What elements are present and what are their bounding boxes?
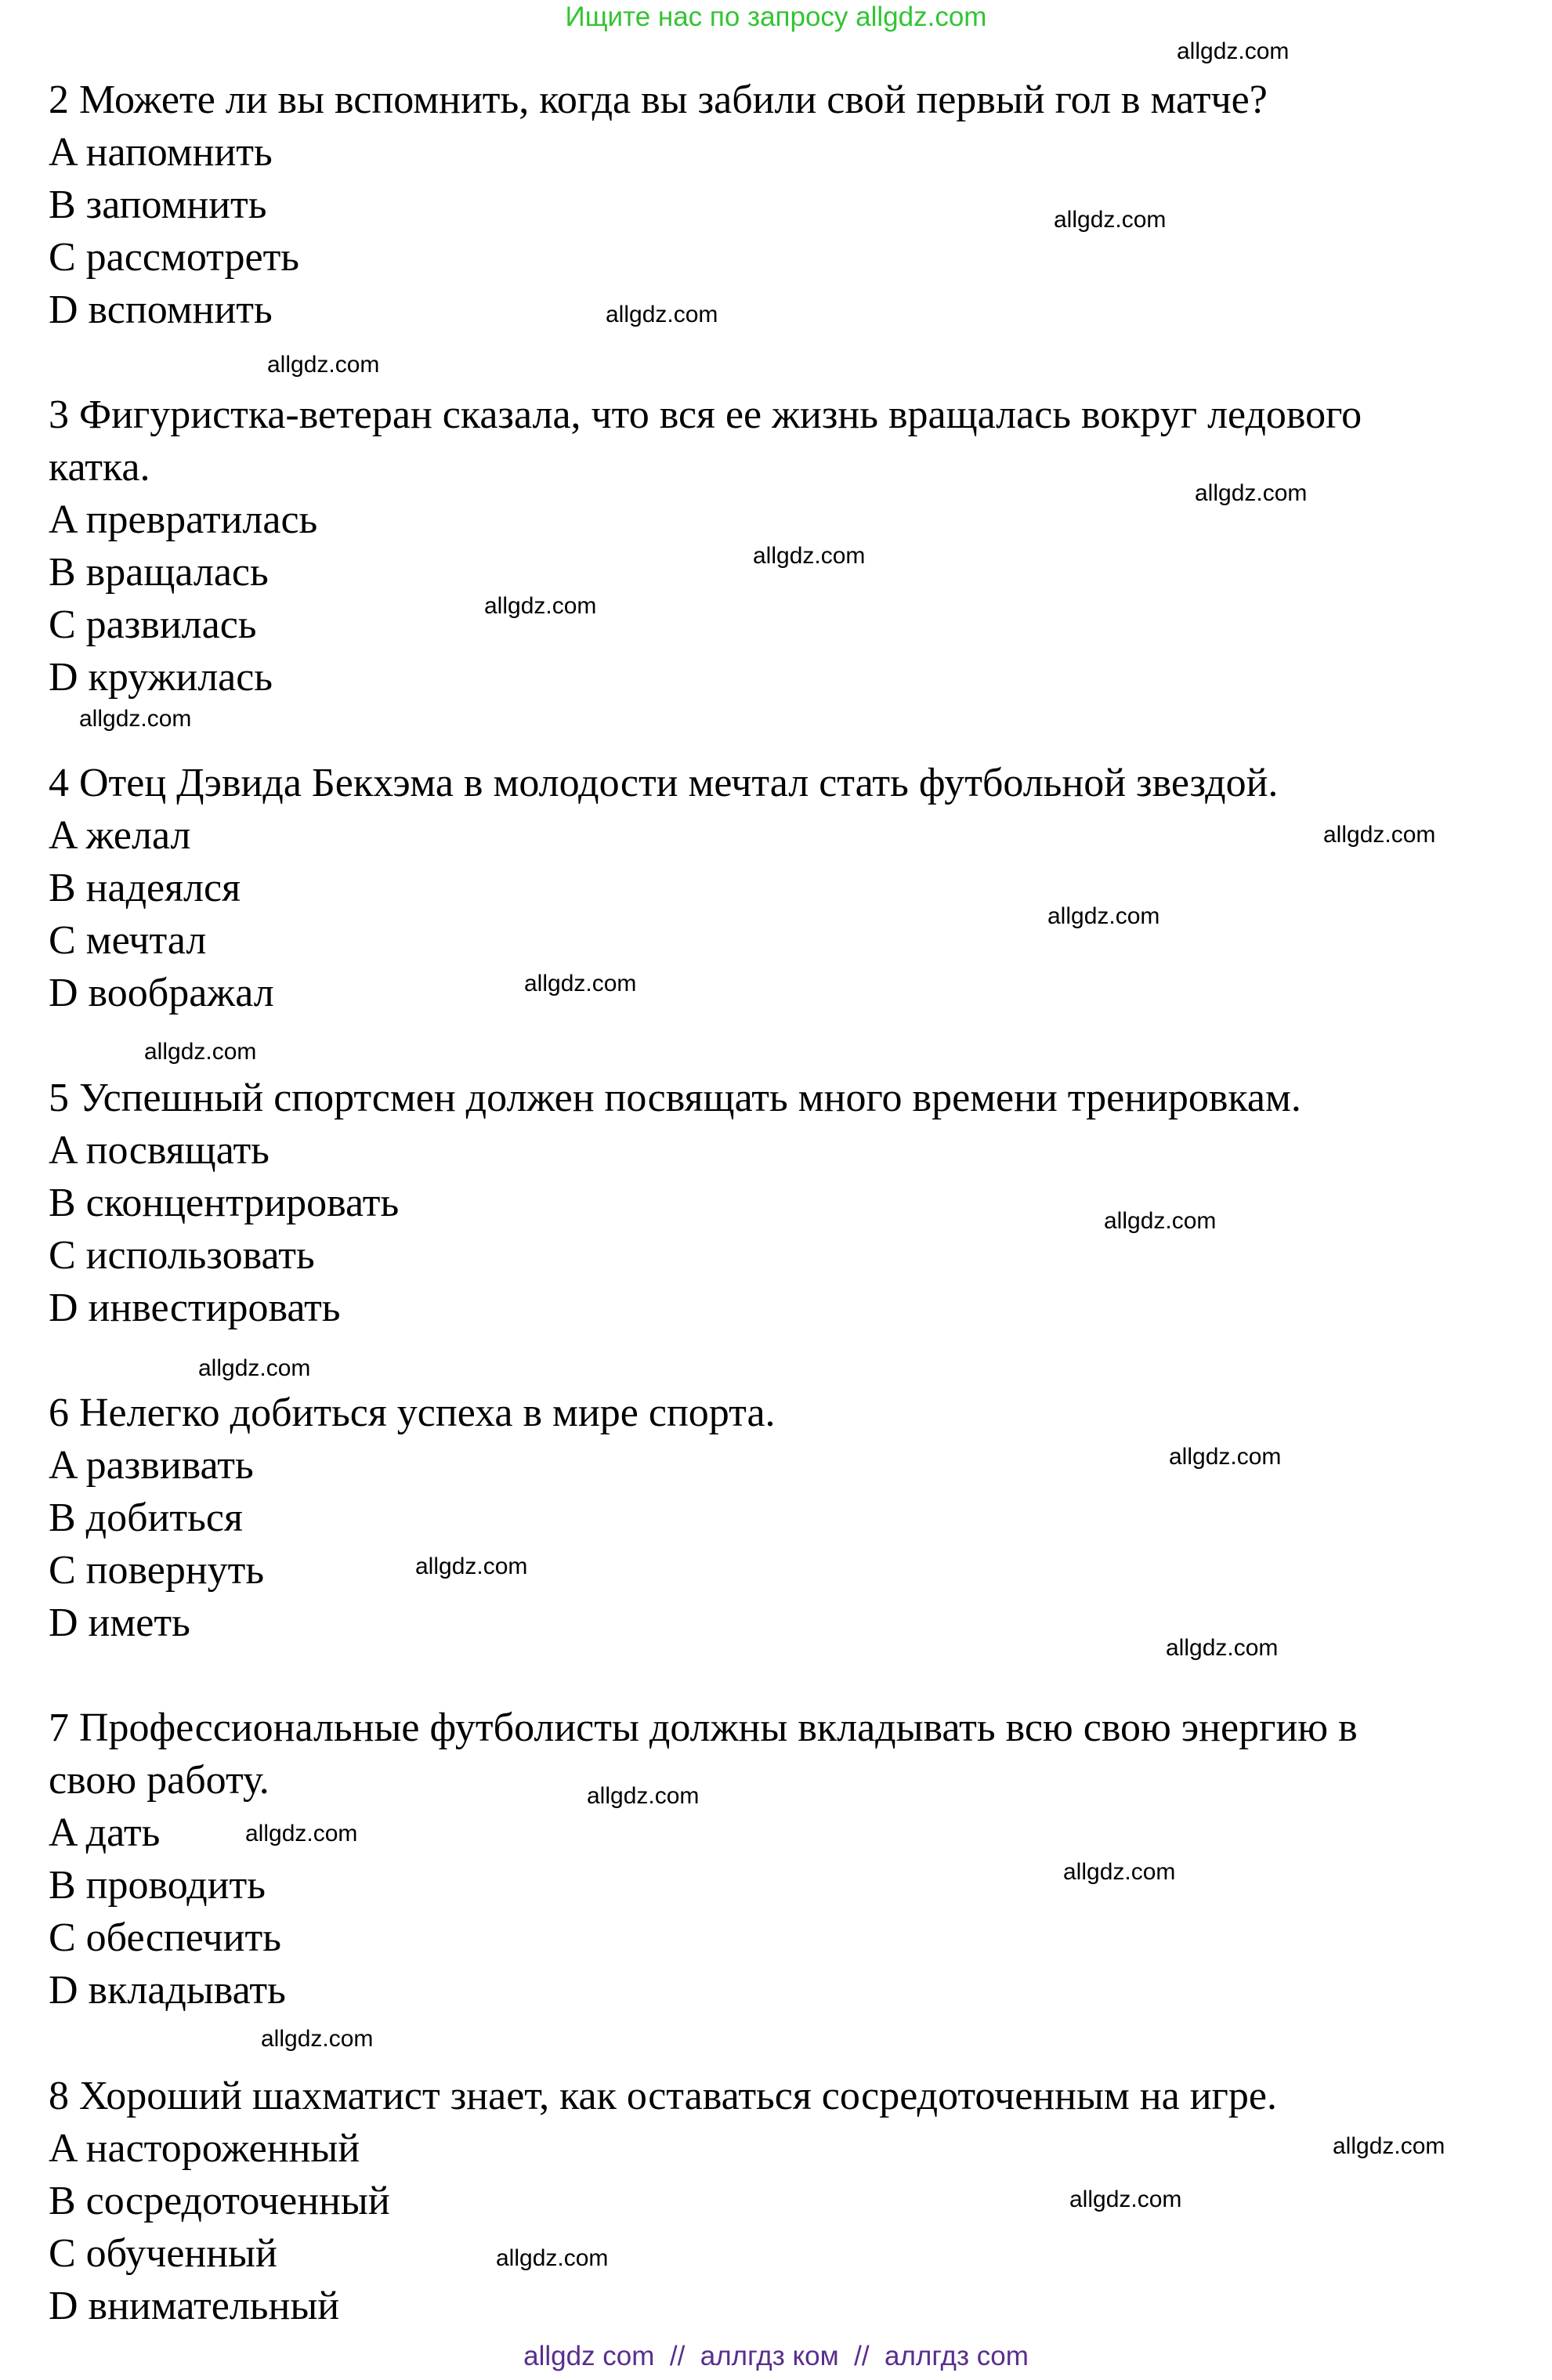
question-3-option-d: D кружилась	[49, 655, 273, 700]
watermark: allgdz.com	[1047, 903, 1160, 929]
watermark: allgdz.com	[1169, 1444, 1282, 1470]
question-4-option-d: D воображал	[49, 971, 274, 1015]
watermark: allgdz.com	[1177, 38, 1290, 64]
watermark: allgdz.com	[496, 2245, 609, 2271]
watermark: allgdz.com	[198, 1355, 311, 1381]
question-6-option-c: C повернуть	[49, 1548, 265, 1593]
watermark: allgdz.com	[79, 706, 192, 732]
question-4-option-a: A желал	[49, 813, 191, 858]
site-footer: allgdz com // аллгдз ком // аллгдз com	[523, 2341, 1029, 2371]
question-8-option-d: D внимательный	[49, 2284, 340, 2328]
question-3-option-a: A превратилась	[49, 497, 318, 542]
question-3-text-line2: катка.	[49, 445, 150, 490]
question-7-text-line1: 7 Профессиональные футболисты должны вкладывать всю свою энергию в	[49, 1705, 1358, 1750]
watermark: allgdz.com	[144, 1039, 257, 1065]
question-6-option-b: B добиться	[49, 1496, 243, 1540]
watermark: allgdz.com	[261, 2026, 374, 2052]
question-3-text-line1: 3 Фигуристка-ветеран сказала, что вся ее жизнь вращалась вокруг ледового	[49, 392, 1362, 437]
question-7-text-line2: свою работу.	[49, 1758, 270, 1803]
watermark: allgdz.com	[1069, 2186, 1182, 2212]
watermark: allgdz.com	[1166, 1635, 1279, 1661]
question-8-option-a: A настороженный	[49, 2126, 360, 2171]
question-7-option-a: A дать	[49, 1810, 161, 1855]
question-2-option-d: D вспомнить	[49, 288, 273, 332]
question-5-option-a: A посвящать	[49, 1128, 270, 1173]
question-4-text: 4 Отец Дэвида Бекхэма в молодости мечтал стать футбольной звездой.	[49, 761, 1279, 805]
question-8-option-c: C обученный	[49, 2231, 277, 2276]
watermark: allgdz.com	[484, 593, 597, 619]
question-5-option-b: B сконцентрировать	[49, 1181, 400, 1225]
question-7-option-b: B проводить	[49, 1863, 266, 1908]
site-banner: Ищите нас по запросу allgdz.com	[565, 2, 987, 32]
question-6-option-d: D иметь	[49, 1601, 190, 1645]
question-2-option-b: B запомнить	[49, 183, 267, 227]
question-2-option-c: C рассмотреть	[49, 235, 300, 280]
watermark: allgdz.com	[606, 302, 718, 327]
watermark: allgdz.com	[267, 352, 380, 378]
watermark: allgdz.com	[587, 1783, 700, 1809]
question-3-option-b: B вращалась	[49, 550, 269, 595]
question-8-text: 8 Хороший шахматист знает, как оставаться сосредоточенным на игре.	[49, 2074, 1277, 2118]
watermark: allgdz.com	[1323, 822, 1436, 848]
watermark: allgdz.com	[1195, 480, 1308, 506]
watermark: allgdz.com	[1063, 1859, 1176, 1885]
question-8-option-b: B сосредоточенный	[49, 2179, 390, 2223]
question-5-option-d: D инвестировать	[49, 1286, 341, 1330]
watermark: allgdz.com	[1333, 2133, 1445, 2159]
question-2-option-a: A напомнить	[49, 130, 273, 175]
question-5-text: 5 Успешный спортсмен должен посвящать много времени тренировкам.	[49, 1076, 1301, 1120]
watermark: allgdz.com	[524, 971, 637, 996]
question-7-option-c: C обеспечить	[49, 1915, 281, 1960]
question-6-text: 6 Нелегко добиться успеха в мире спорта.	[49, 1391, 776, 1435]
watermark: allgdz.com	[245, 1821, 358, 1846]
question-5-option-c: C использовать	[49, 1233, 315, 1278]
watermark: allgdz.com	[1054, 207, 1167, 233]
watermark: allgdz.com	[415, 1554, 528, 1579]
question-2-text: 2 Можете ли вы вспомнить, когда вы забили свой первый гол в матче?	[49, 78, 1268, 122]
question-4-option-b: B надеялся	[49, 866, 241, 910]
watermark: allgdz.com	[753, 543, 866, 569]
question-6-option-a: A развивать	[49, 1443, 254, 1488]
question-3-option-c: C развилась	[49, 602, 257, 647]
question-4-option-c: C мечтал	[49, 918, 207, 963]
question-7-option-d: D вкладывать	[49, 1968, 286, 2013]
watermark: allgdz.com	[1104, 1208, 1217, 1234]
